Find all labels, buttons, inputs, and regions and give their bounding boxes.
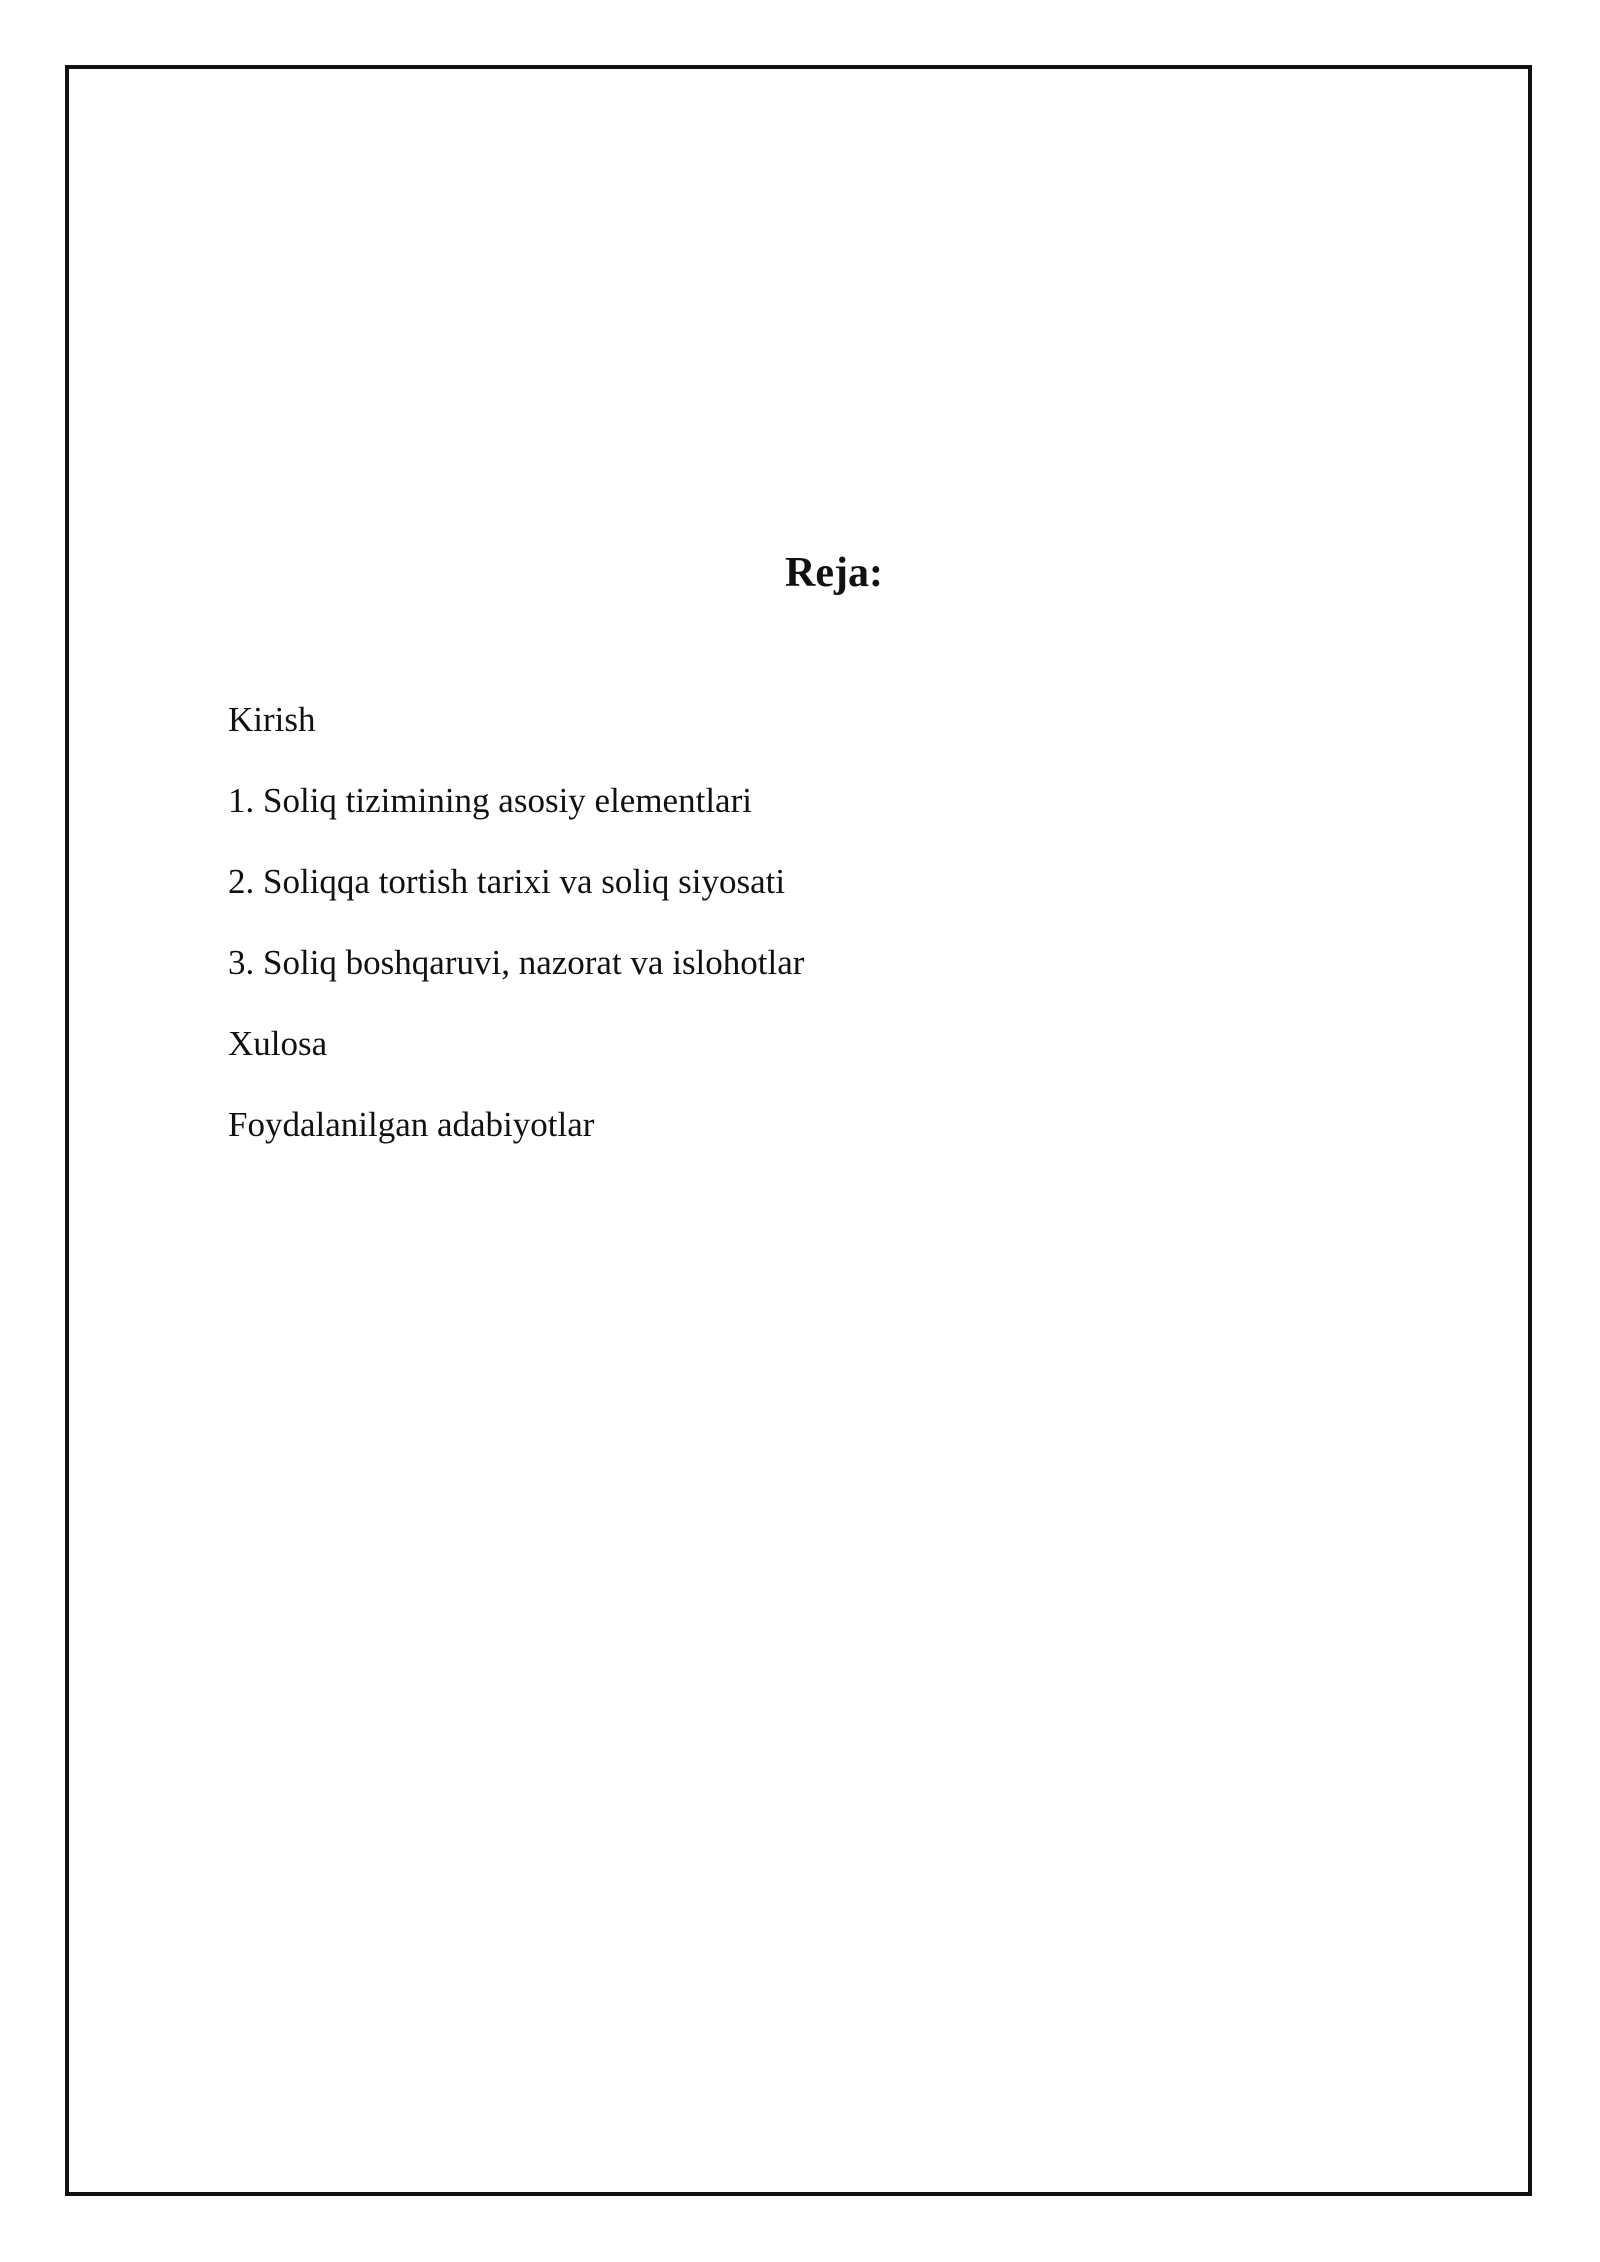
toc-item-references: Foydalanilgan adabiyotlar xyxy=(228,1105,595,1144)
toc-item-chapter-1: 1. Soliq tizimining asosiy elementlari xyxy=(228,781,752,820)
toc-item-chapter-2: 2. Soliqqa tortish tarixi va soliq siyosati xyxy=(228,862,786,901)
toc-item-introduction: Kirish xyxy=(228,700,316,739)
toc-item-chapter-3: 3. Soliq boshqaruvi, nazorat va islohotlar xyxy=(228,943,805,982)
page-title: Reja: xyxy=(785,550,883,596)
table-of-contents xyxy=(228,700,804,1186)
toc-item-conclusion: Xulosa xyxy=(228,1024,328,1063)
